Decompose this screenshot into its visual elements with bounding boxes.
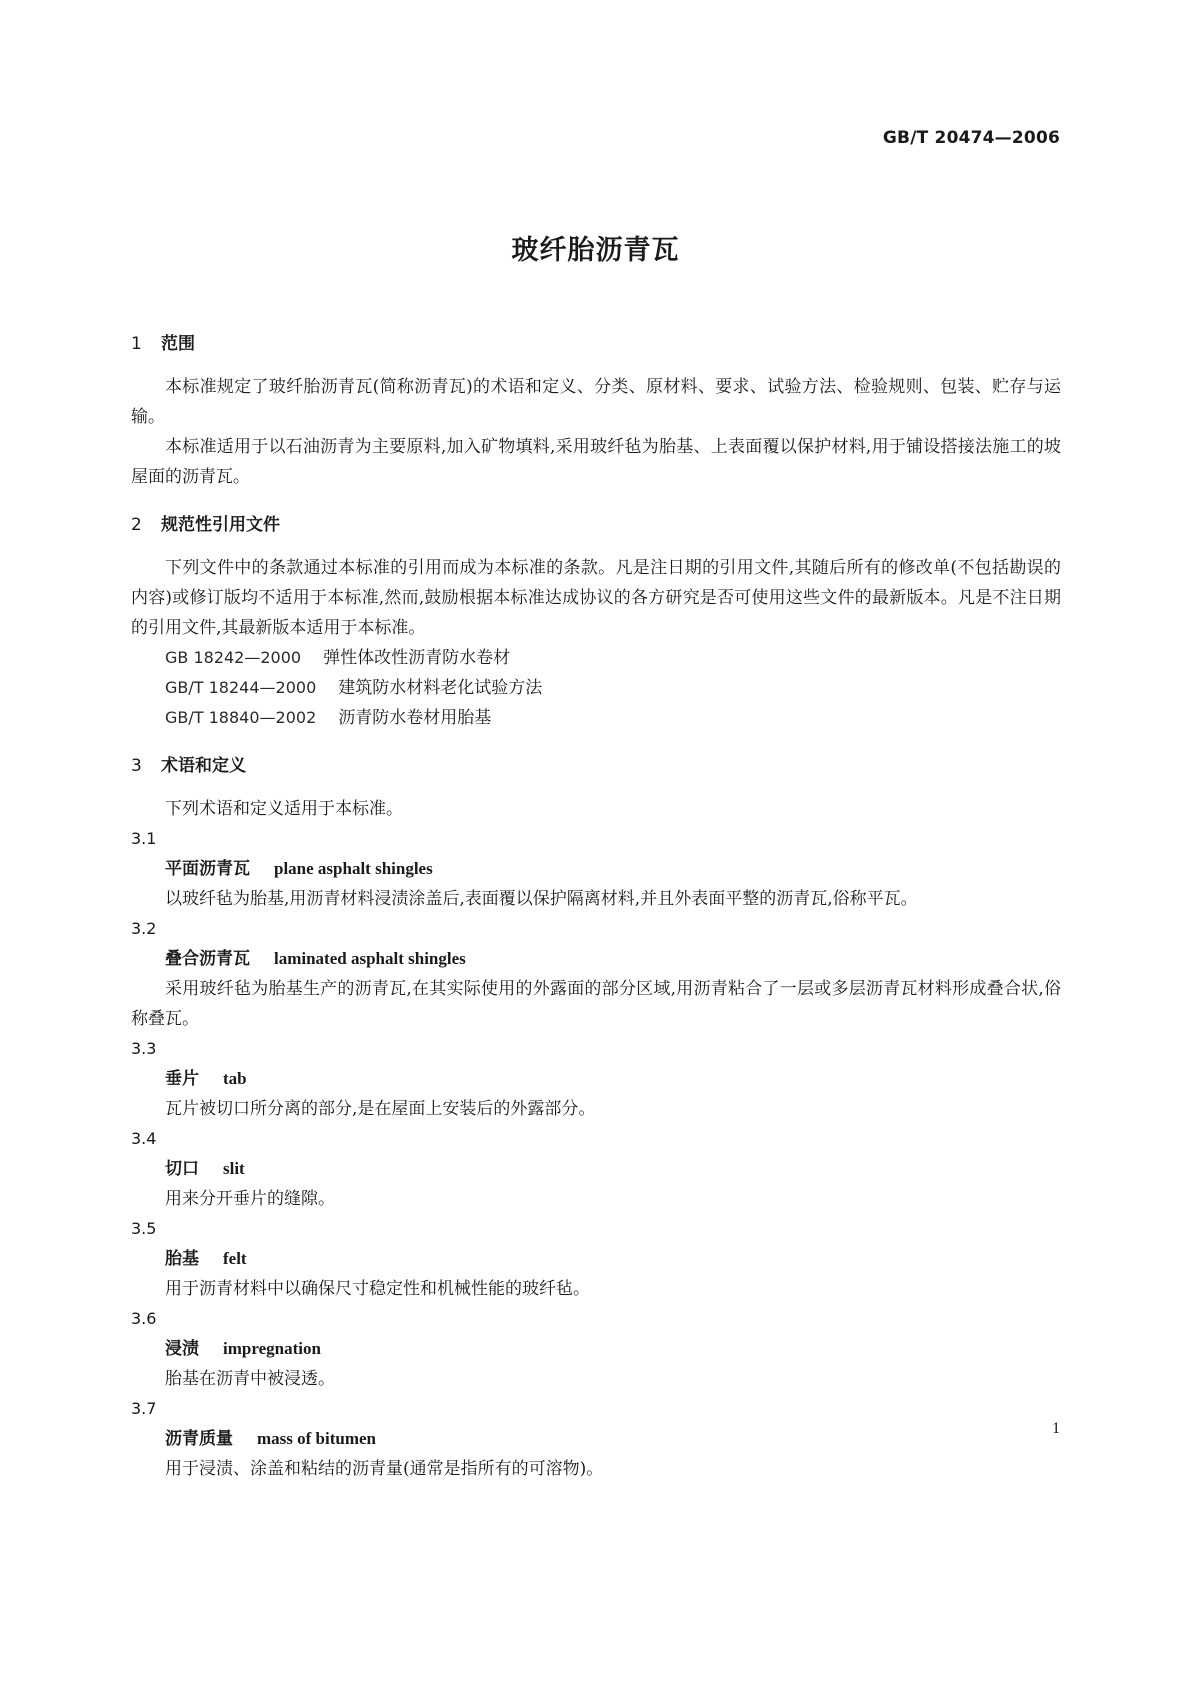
page-number: 1 <box>1052 1420 1060 1437</box>
section-number: 2 <box>131 515 142 535</box>
section-title: 术语和定义 <box>161 756 246 776</box>
term-name-zh: 胎基 <box>165 1249 199 1269</box>
term-number: 3.2 <box>131 919 157 938</box>
term-number: 3.7 <box>131 1399 157 1418</box>
term-name-en: mass of bitumen <box>257 1429 377 1448</box>
term-name-en: felt <box>223 1249 247 1268</box>
term-definition: 以玻纤毡为胎基,用沥青材料浸渍涂盖后,表面覆以保护隔离材料,并且外表面平整的沥青瓦,俗称平瓦。 <box>165 889 918 909</box>
section-heading-terms <box>131 751 1061 781</box>
reference-title: 沥青防水卷材用胎基 <box>338 708 492 728</box>
term-name <box>165 1064 1061 1094</box>
term-name-zh: 平面沥青瓦 <box>165 859 250 879</box>
term-name-en: slit <box>223 1159 245 1178</box>
term-name <box>165 1334 1061 1364</box>
terms-intro: 下列术语和定义适用于本标准。 <box>165 799 403 819</box>
term-number: 3.1 <box>131 829 157 848</box>
document-title: 玻纤胎沥青瓦 <box>511 235 680 266</box>
scope-paragraph: 本标准规定了玻纤胎沥青瓦(简称沥青瓦)的术语和定义、分类、原材料、要求、试验方法、检验规则、包装、贮存与运输。 <box>131 377 1061 427</box>
term-definition: 胎基在沥青中被浸透。 <box>165 1369 335 1389</box>
term-number: 3.5 <box>131 1219 157 1238</box>
term-name <box>165 1244 1061 1274</box>
reference-title: 建筑防水材料老化试验方法 <box>338 678 543 698</box>
term-name-zh: 沥青质量 <box>165 1429 233 1449</box>
section-number: 3 <box>131 756 142 776</box>
term-number: 3.4 <box>131 1129 157 1148</box>
term-name <box>165 1154 1061 1184</box>
term-number: 3.6 <box>131 1309 157 1328</box>
document-body <box>131 329 1061 1484</box>
section-title: 范围 <box>161 334 195 354</box>
section-number: 1 <box>131 334 142 354</box>
term-name-zh: 浸渍 <box>165 1339 199 1359</box>
term-name-en: impregnation <box>223 1339 321 1358</box>
reference-item <box>165 643 1061 673</box>
term-definition: 用于沥青材料中以确保尺寸稳定性和机械性能的玻纤毡。 <box>165 1279 590 1299</box>
section-title: 规范性引用文件 <box>161 515 280 535</box>
standard-code: GB/T 20474—2006 <box>882 128 1060 148</box>
term-name <box>165 854 1061 884</box>
term-definition: 瓦片被切口所分离的部分,是在屋面上安装后的外露部分。 <box>165 1099 596 1119</box>
scope-paragraph: 本标准适用于以石油沥青为主要原料,加入矿物填料,采用玻纤毡为胎基、上表面覆以保护材料,用于铺设搭接法施工的坡屋面的沥青瓦。 <box>131 437 1061 487</box>
term-name-zh: 叠合沥青瓦 <box>165 949 250 969</box>
term-name <box>165 1424 1061 1454</box>
term-definition: 用于浸渍、涂盖和粘结的沥青量(通常是指所有的可溶物)。 <box>165 1459 604 1479</box>
reference-code: GB/T 18244—2000 <box>165 678 317 697</box>
reference-item <box>165 703 1061 733</box>
section-heading-scope <box>131 329 1061 359</box>
reference-code: GB 18242—2000 <box>165 648 302 667</box>
term-name-en: tab <box>223 1069 247 1088</box>
references-intro: 下列文件中的条款通过本标准的引用而成为本标准的条款。凡是注日期的引用文件,其随后所有的修改单(不包括勘误的内容)或修订版均不适用于本标准,然而,鼓励根据本标准达成协议的各方研究是否可使用这些文件的最新版本。凡是不注日期的引用文件,其最新版本适用于本标准。 <box>131 558 1061 638</box>
reference-item <box>165 673 1061 703</box>
term-number: 3.3 <box>131 1039 157 1058</box>
term-name <box>165 944 1061 974</box>
term-definition: 采用玻纤毡为胎基生产的沥青瓦,在其实际使用的外露面的部分区域,用沥青粘合了一层或多层沥青瓦材料形成叠合状,俗称叠瓦。 <box>131 979 1061 1029</box>
term-name-zh: 切口 <box>165 1159 199 1179</box>
reference-title: 弹性体改性沥青防水卷材 <box>323 648 511 668</box>
term-definition: 用来分开垂片的缝隙。 <box>165 1189 335 1209</box>
reference-code: GB/T 18840—2002 <box>165 708 317 727</box>
term-name-en: plane asphalt shingles <box>274 859 433 878</box>
term-name-zh: 垂片 <box>165 1069 199 1089</box>
term-name-en: laminated asphalt shingles <box>274 949 466 968</box>
section-heading-references <box>131 510 1061 540</box>
